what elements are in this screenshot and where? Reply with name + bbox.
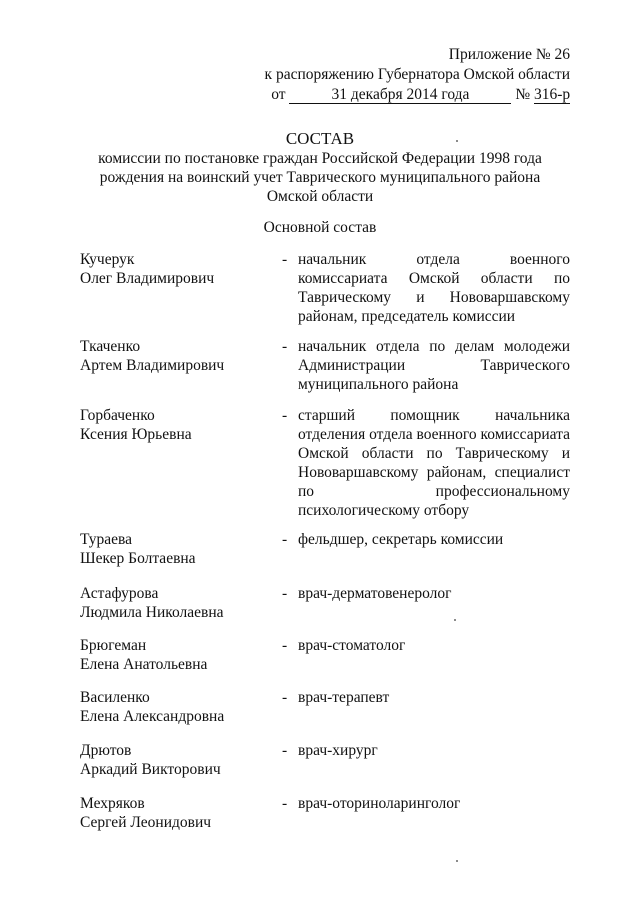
member-role: врач-оториноларинголог — [298, 795, 461, 812]
member-surname: Кучерук — [80, 251, 135, 268]
member-name — [80, 636, 270, 674]
scan-speck — [454, 619, 456, 621]
dash-separator: - — [282, 689, 288, 706]
appendix-reference: к распоряжению Губернатора Омской области — [264, 66, 570, 83]
scan-speck — [456, 140, 458, 142]
dash-separator: - — [282, 795, 288, 812]
member-given-name: Аркадий Викторович — [80, 761, 221, 778]
member-surname: Василенко — [80, 689, 150, 706]
member-given-name: Артем Владимирович — [80, 357, 225, 374]
member-given-name: Людмила Николаевна — [80, 604, 224, 621]
dash-separator: - — [282, 637, 288, 654]
from-label: от — [271, 86, 286, 103]
scan-speck — [456, 860, 458, 862]
member-name — [80, 688, 270, 726]
dash-separator: - — [282, 531, 288, 548]
dash-separator: - — [282, 742, 288, 759]
order-date: 31 декабря 2014 года — [289, 86, 511, 104]
member-role: начальник отдела по делам молодежи Администрации Таврического муниципального района — [298, 338, 570, 393]
member-surname: Тураева — [80, 531, 132, 548]
document-subtitle: комиссии по постановке граждан Российской Федерации 1998 года рождения на воинский учет Таврического муниципального района Омской области — [98, 150, 542, 205]
member-name — [80, 406, 270, 444]
member-given-name: Елена Александровна — [80, 708, 225, 725]
number-label: № — [515, 86, 531, 103]
order-number: 316-р — [534, 86, 571, 103]
appendix-number: Приложение № 26 — [448, 46, 570, 63]
appendix-header — [265, 45, 570, 105]
section-title: Основной состав — [263, 219, 377, 236]
member-given-name: Шекер Болтаевна — [80, 550, 196, 567]
member-role: врач-терапевт — [298, 689, 390, 706]
member-given-name: Сергей Леонидович — [80, 814, 212, 831]
dash-separator: - — [282, 407, 288, 424]
dash-separator: - — [282, 585, 288, 602]
member-name — [80, 584, 270, 622]
member-name — [80, 250, 270, 288]
member-surname: Горбаченко — [80, 407, 155, 424]
member-name — [80, 530, 270, 568]
document-title: СОСТАВ — [285, 129, 355, 148]
member-given-name: Олег Владимирович — [80, 270, 215, 287]
member-surname: Ткаченко — [80, 338, 141, 355]
appendix-date-line — [265, 85, 570, 105]
member-surname: Астафурова — [80, 585, 159, 602]
member-given-name: Ксения Юрьевна — [80, 426, 192, 443]
member-role: старший помощник начальника отделения отдела военного комиссариата Омской области по Таврическому и Нововаршавскому районам, специалист по профессиональному психологическому отбору — [298, 407, 570, 519]
dash-separator: - — [282, 251, 288, 268]
member-surname: Мехряков — [80, 795, 145, 812]
member-name — [80, 794, 270, 832]
member-role: врач-стоматолог — [298, 637, 406, 654]
member-role: врач-дерматовенеролог — [298, 585, 452, 602]
member-surname: Брюгеман — [80, 637, 147, 654]
member-role: начальник отдела военного комиссариата Омской области по Таврическому и Нововаршавскому районам, председатель комиссии — [298, 251, 570, 325]
member-role: фельдшер, секретарь комиссии — [298, 531, 504, 548]
member-surname: Дрютов — [80, 742, 132, 759]
member-name — [80, 337, 270, 375]
member-name — [80, 741, 270, 779]
member-role: врач-хирург — [298, 742, 378, 759]
dash-separator: - — [282, 338, 288, 355]
member-given-name: Елена Анатольевна — [80, 656, 208, 673]
